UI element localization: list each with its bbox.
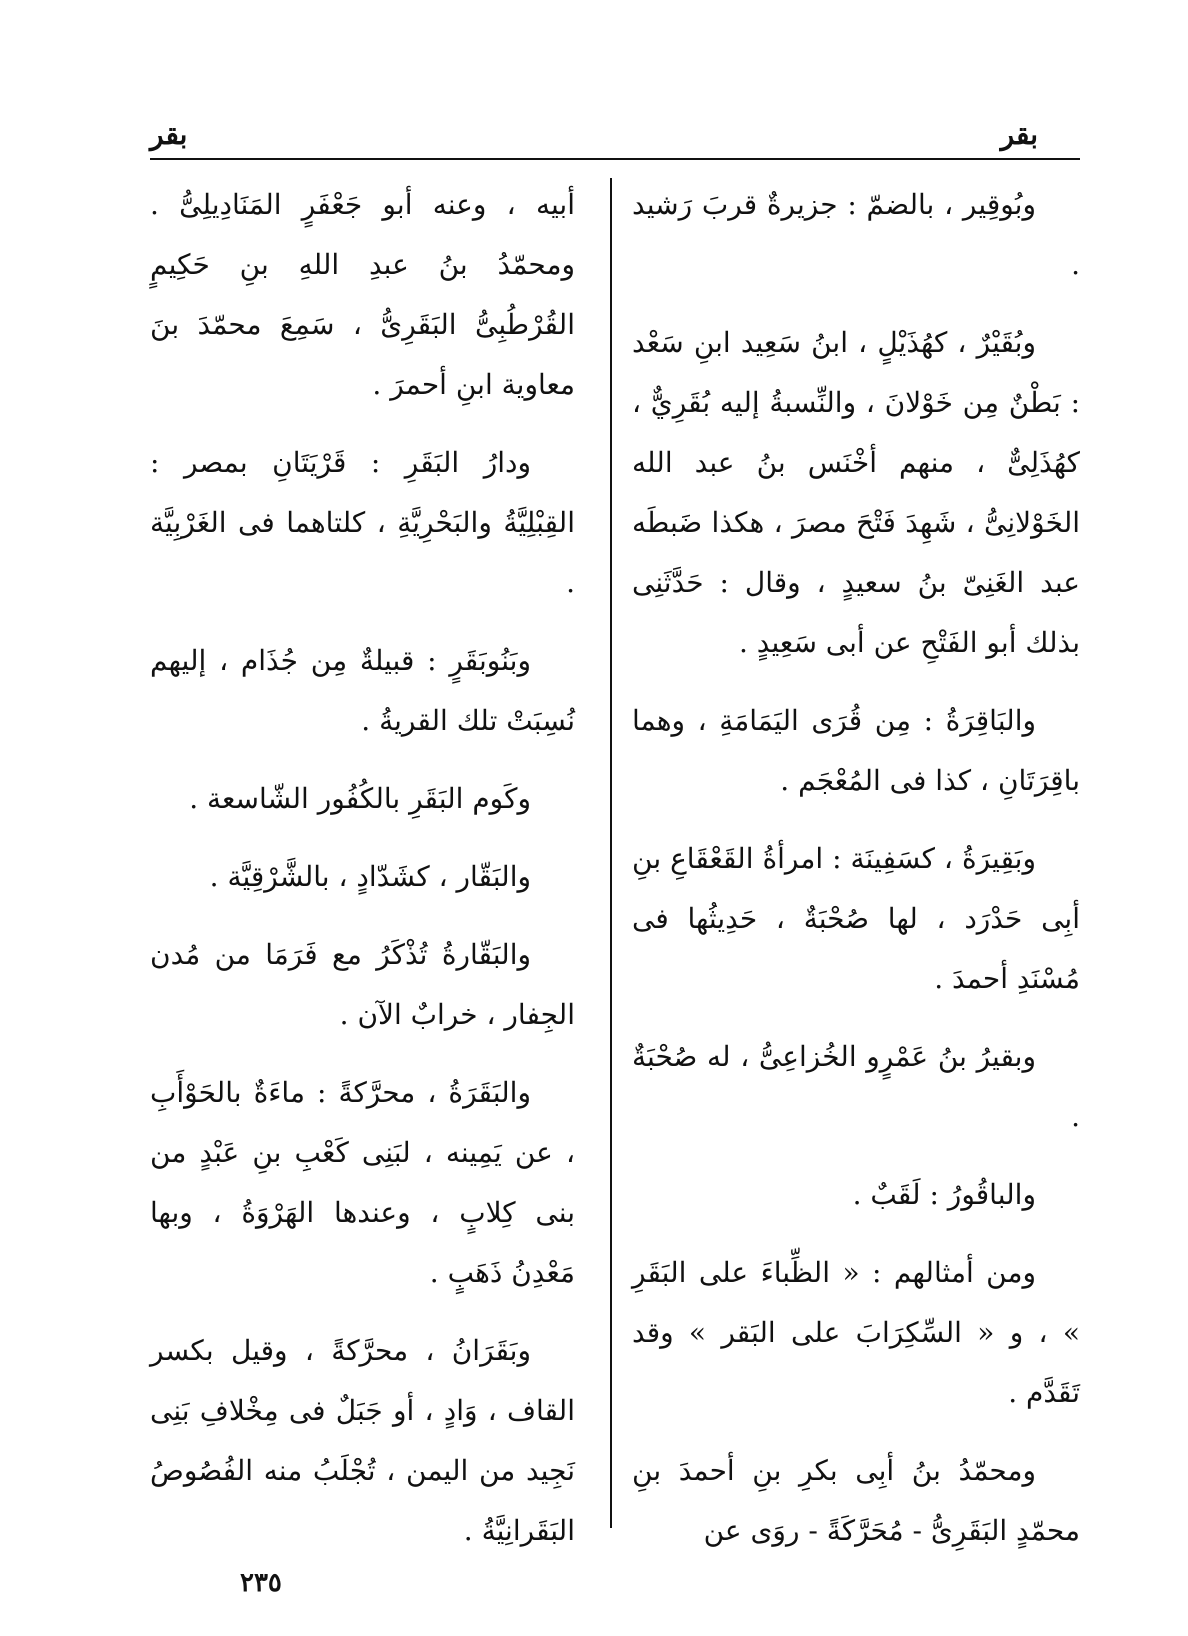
entry-paragraph: والبَاقِرَةُ : مِن قُرَى اليَمَامَةِ ، وهما باقِرَتَانِ ، كذا فى المُعْجَم .	[632, 704, 1080, 797]
entry-paragraph: وكَوم البَقَرِ بالكُفُور الشّاسعة .	[189, 782, 531, 815]
entry-paragraph: وبَقَرَانُ ، محرَّكةً ، وقيل بكسر القاف ، وَادٍ ، أو جَبَلٌ فى مِخْلافِ بَنِى نَجِيد من اليمن ، تُجْلَبُ منه الفُصُوصُ البَقَرانِيَّةُ .	[150, 1334, 575, 1547]
entry-paragraph: وبقيرُ بنُ عَمْرٍو الخُزاعِىُّ ، له صُحْبَةٌ .	[632, 1040, 1080, 1133]
running-header-right: بقر	[1000, 118, 1038, 151]
right-column	[632, 175, 1080, 1579]
entry-paragraph: أبيه ، وعنه أبو جَعْفَرٍ المَنَادِيلِىُّ . ومحمّدُ بنُ عبدِ اللهِ بنِ حَكِيمٍ القُرْطُبِىُّ البَقَرِىُّ ، سَمِعَ محمّدَ بنَ معاوية ابنِ أحمرَ .	[150, 188, 575, 401]
entry-paragraph: ومحمّدُ بنُ أبِى بكرِ بنِ أحمدَ بنِ محمّدٍ البَقَرِىُّ - مُحَرَّكَةً - روَى عن	[632, 1454, 1080, 1547]
entry-paragraph: ودارُ البَقَرِ : قَرْيَتَانِ بمصر : القِبْلِيَّةُ والبَحْرِيَّةِ ، كلتاهما فى الغَرْبِيَّة .	[150, 446, 575, 599]
header-rule	[150, 158, 1080, 160]
entry-paragraph: والبَقّارةُ تُذْكَرُ مع فَرَمَا من مُدن الجِفار ، خرابٌ الآن .	[150, 938, 575, 1031]
page-number: ٢٣٥	[240, 1568, 282, 1598]
running-header-left: بقر	[150, 118, 188, 151]
entry-paragraph: وبُقَيْرٌ ، كهُذَيْلٍ ، ابنُ سَعِيد ابنِ سَعْد : بَطْنٌ مِن خَوْلانَ ، والنِّسبةُ إليه بُقَرِيٌّ ، كهُذَلِىٌّ ، منهم أخْنَس بنُ عبد الله الخَوْلانِىُّ ، شَهِدَ فَتْحَ مصرَ ، هكذا ضَبطَه عبد الغَنِىّ بنُ سعيدٍ ، وقال : حَدَّثَنِى بذلك أبو الفَتْحِ عن أبى سَعِيدٍ .	[632, 326, 1080, 659]
entry-paragraph: ومن أمثالهم : « الظِّباءَ على البَقَرِ » ، و « السِّكِرَابَ على البَقر » وقد تَقَدَّم .	[632, 1256, 1080, 1409]
column-divider	[610, 178, 612, 1528]
entry-paragraph: وبَقِيرَةُ ، كسَفِينَة : امرأةُ القَعْقَاعِ بنِ أبِى حَدْرَد ، لها صُحْبَةٌ ، حَدِيثُها فى مُسْنَدِ أحمدَ .	[632, 842, 1080, 995]
entry-paragraph: والبَقَرَةُ ، محرَّكةً : ماءَةٌ بالحَوْأَبِ ، عن يَمِينه ، لبَنِى كَعْبِ بنِ عَبْدٍ من بنى كِلابٍ ، وعندها الهَرْوَةُ ، وبها مَعْدِنُ ذَهَبٍ .	[150, 1076, 575, 1289]
entry-paragraph: والبَقّار ، كشَدّادٍ ، بالشَّرْقِيَّة .	[209, 860, 531, 893]
entry-paragraph: وبُوقِير ، بالضمّ : جزيرةٌ قربَ رَشيد .	[632, 188, 1080, 281]
left-column	[150, 175, 575, 1579]
entry-paragraph: والباقُورُ : لَقَبٌ .	[852, 1178, 1036, 1211]
entry-paragraph: وبَنُوبَقَرٍ : قبيلةٌ مِن جُذَام ، إليهم نُسِبَتْ تلك القريةُ .	[150, 644, 575, 737]
